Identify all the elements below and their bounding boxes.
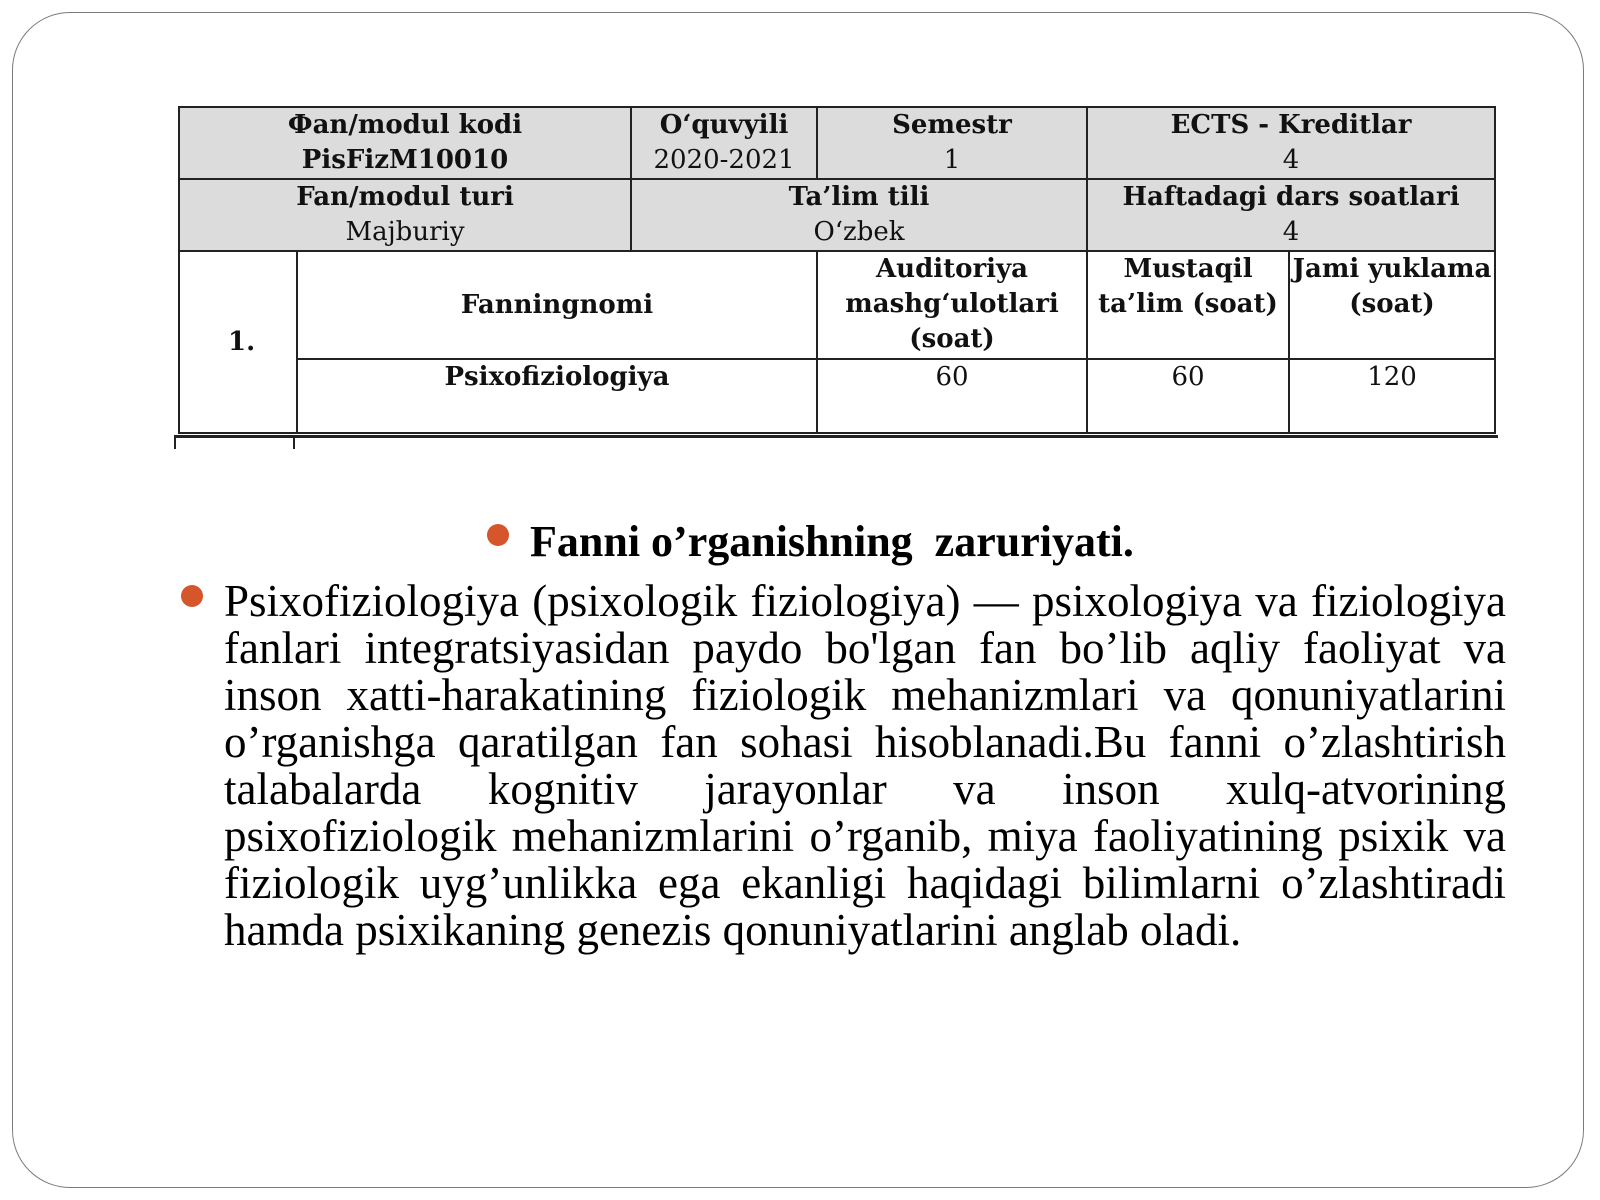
- module-code-value: PisFizM10010: [301, 145, 509, 175]
- cell-academic-year: [631, 107, 817, 179]
- cell-ects: [1087, 107, 1495, 179]
- module-type-value: Majburiy: [345, 217, 465, 247]
- semester-value: 1: [943, 145, 961, 175]
- ects-label: ECTS - Kreditlar: [1170, 110, 1412, 140]
- heading-bullet-icon: [487, 524, 509, 546]
- cell-weekly-hours: [1087, 179, 1495, 251]
- language-value: O‘zbek: [813, 217, 905, 247]
- header-subject-name: Fanningnomi: [297, 251, 817, 359]
- header-auditorium-hours: Auditoriya mashg‘ulotlari (soat): [817, 251, 1087, 359]
- header-total-hours: Jami yuklama (soat): [1289, 251, 1495, 359]
- cell-module-code: [179, 107, 631, 179]
- language-label: Ta’lim tili: [788, 182, 930, 212]
- weekly-hours-label: Haftadagi dars soatlari: [1122, 182, 1460, 212]
- cell-semester: [817, 107, 1087, 179]
- auditorium-hours-value: 60: [817, 359, 1087, 433]
- paragraph-bullet-icon: [181, 585, 203, 607]
- module-code-label: Фan/modul kodi: [287, 110, 523, 140]
- table-stub-mid: [293, 435, 295, 449]
- weekly-hours-value: 4: [1282, 217, 1300, 247]
- cell-language: [631, 179, 1087, 251]
- section-heading: Fanni o’rganishning zaruriyati.: [530, 517, 1134, 566]
- academic-year-value: 2020-2021: [653, 145, 795, 175]
- ects-value: 4: [1282, 145, 1300, 175]
- academic-year-label: O‘quvyili: [659, 110, 789, 140]
- total-hours-value: 120: [1289, 359, 1495, 433]
- module-type-label: Fan/modul turi: [296, 182, 514, 212]
- table-stub-left: [174, 435, 176, 449]
- independent-hours-value: 60: [1087, 359, 1289, 433]
- header-independent-hours: Mustaqil ta’lim (soat): [1087, 251, 1289, 359]
- description-paragraph: Psixofiziologiya (psixologik fiziologiya) — psixologiya va fiziologiya fanlari integratsiyasidan paydo bo'lgan fan bo’lib aqliy faoliyat va inson xatti-harakatining fiziologik mehanizmlari va qonuniyatlarini o’rganishga qaratilgan fan sohasi hisoblanadi.Bu fanni o’zlashtirish talabalarda kognitiv jarayonlar va inson xulq-atvorining psixofiziologik mehanizmlarini o’rganib, miya faoliyatining psixik va fiziologik uyg’unlikka ega ekanligi haqidagi bilimlarni o’zlashtiradi hamda psixikaning genezis qonuniyatlarini anglab oladi.: [224, 576, 1506, 955]
- row-number: 1.: [179, 251, 297, 433]
- subject-name: Psixofiziologiya: [297, 359, 817, 433]
- cell-module-type: [179, 179, 631, 251]
- semester-label: Semestr: [892, 110, 1012, 140]
- course-info-table-wrap: [178, 106, 1494, 438]
- table-bottom-rule: [174, 435, 1498, 438]
- course-info-table: [178, 106, 1496, 434]
